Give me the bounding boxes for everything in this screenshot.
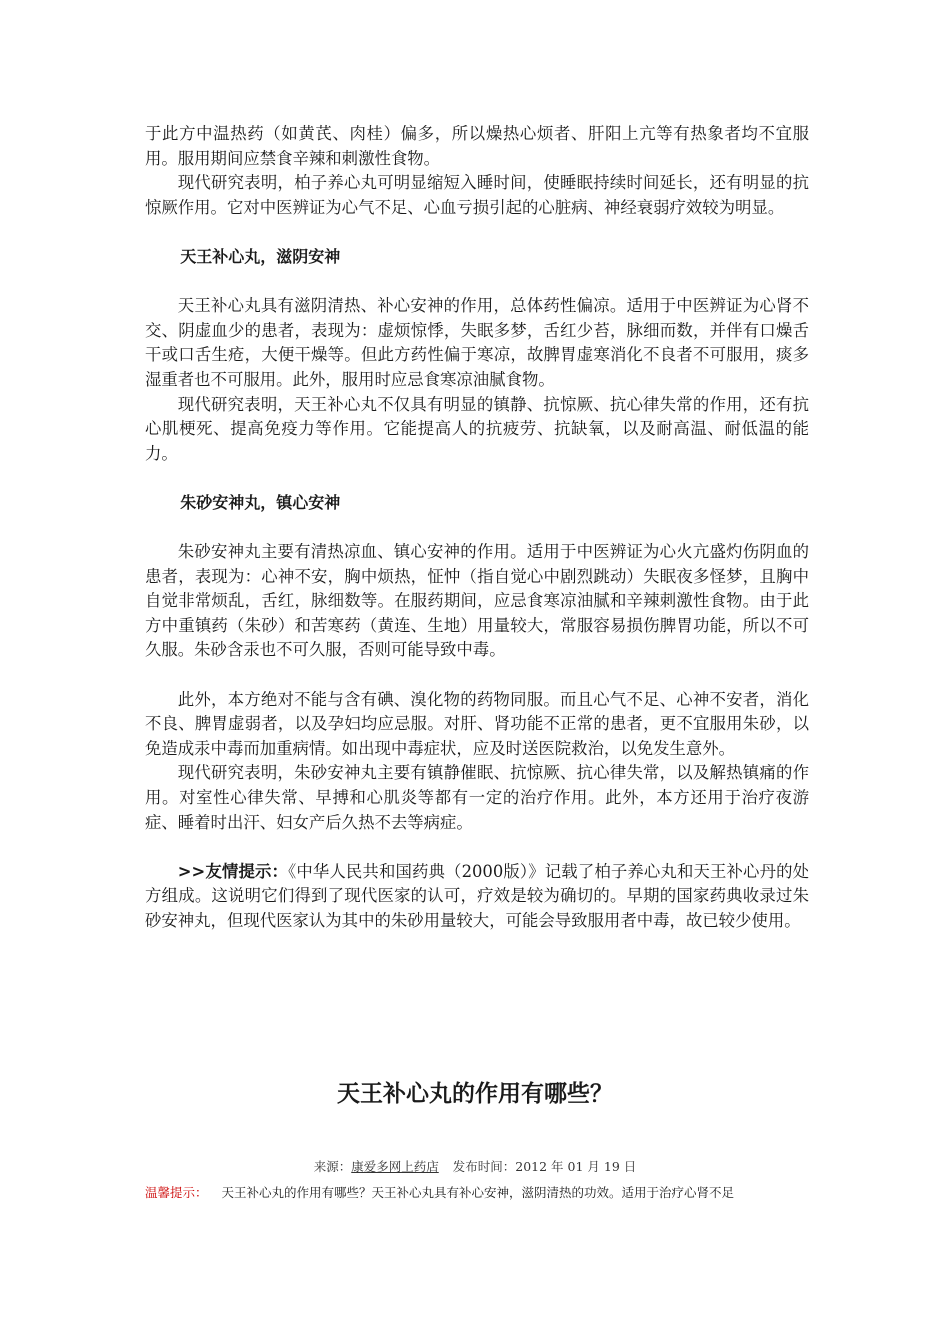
article-title: 天王补心丸的作用有哪些？ — [337, 1081, 613, 1107]
tip-text: 《中华人民共和国药典（2000版）》记载了柏子养心丸和天王补心丹的处方组成。这说明它们得到了现代医家的认可，疗效是较为确切的。早期的国家药典收录过朱砂安神丸，但现代医家认为其中的朱砂用量较大，可能会导致服用者中毒，故已较少使用。 — [145, 861, 810, 930]
notice-label: 温馨提示： — [145, 1185, 208, 1200]
date-label: 发布时间： — [452, 1159, 516, 1174]
paragraph: 现代研究表明，柏子养心丸可明显缩短入睡时间，使睡眠持续时间延长，还有明显的抗惊厥作用。它对中医辨证为心气不足、心血亏损引起的心脏病、神经衰弱疗效较为明显。 — [145, 173, 809, 217]
notice-text: 天王补心丸的作用有哪些？天王补心丸具有补心安神，滋阴清热的功效。适用于治疗心肾不足 — [221, 1185, 735, 1200]
paragraph: 天王补心丸具有滋阴清热、补心安神的作用，总体药性偏凉。适用于中医辨证为心肾不交、阴虚血少的患者，表现为：虚烦惊悸，失眠多梦，舌红少苔，脉细而数，并伴有口燥舌干或口舌生疮，大便干燥等。但此方药性偏于寒凉，故脾胃虚寒消化不良者不可服用，痰多湿重者也不可服用。此外，服用时应忌食寒凉油腻食物。 — [145, 296, 809, 389]
warm-notice — [145, 1184, 817, 1202]
source-link[interactable]: 康爱多网上药店 — [351, 1159, 439, 1174]
source-line — [0, 1158, 950, 1176]
paragraph: 现代研究表明，天王补心丸不仅具有明显的镇静、抗惊厥、抗心律失常的作用，还有抗心肌梗死、提高免疫力等作用。它能提高人的抗疲劳、抗缺氧，以及耐高温、耐低温的能力。 — [145, 394, 809, 463]
publish-date: 2012 年 01 月 19 日 — [515, 1159, 637, 1174]
article-body — [145, 122, 809, 934]
paragraph: 此外，本方绝对不能与含有碘、溴化物的药物同服。而且心气不足、心神不安者，消化不良、脾胃虚弱者，以及孕妇均应忌服。对肝、肾功能不正常的患者，更不宜服用朱砂，以免造成汞中毒而加重病情。如出现中毒症状，应及时送医院救治，以免发生意外。 — [145, 689, 809, 758]
section-heading-zhusha: 朱砂安神丸，镇心安神 — [180, 492, 341, 512]
paragraph: 朱砂安神丸主要有清热凉血、镇心安神的作用。适用于中医辨证为心火亢盛灼伤阴血的患者，表现为：心神不安，胸中烦热，怔忡（指自觉心中剧烈跳动）失眠夜多怪梦，且胸中自觉非常烦乱，舌红，脉细数等。在服药期间，应忌食寒凉油腻和辛辣刺激性食物。由于此方中重镇药（朱砂）和苦寒药（黄连、生地）用量较大，常服容易损伤脾胃功能，所以不可久服。朱砂含汞也不可久服，否则可能导致中毒。 — [145, 542, 809, 660]
tip-label: >>友情提示： — [177, 861, 289, 881]
paragraph: 于此方中温热药（如黄芪、肉桂）偏多，所以燥热心烦者、肝阳上亢等有热象者均不宜服用。服用期间应禁食辛辣和刺激性食物。 — [145, 124, 809, 168]
friendly-tip — [145, 860, 809, 934]
section-heading-tianwang: 天王补心丸，滋阴安神 — [180, 246, 341, 266]
paragraph: 现代研究表明，朱砂安神丸主要有镇静催眠、抗惊厥、抗心律失常，以及解热镇痛的作用。对室性心律失常、早搏和心肌炎等都有一定的治疗作用。此外，本方还用于治疗夜游症、睡着时出汗、妇女产后久热不去等病症。 — [145, 763, 809, 832]
source-label: 来源： — [313, 1159, 352, 1174]
